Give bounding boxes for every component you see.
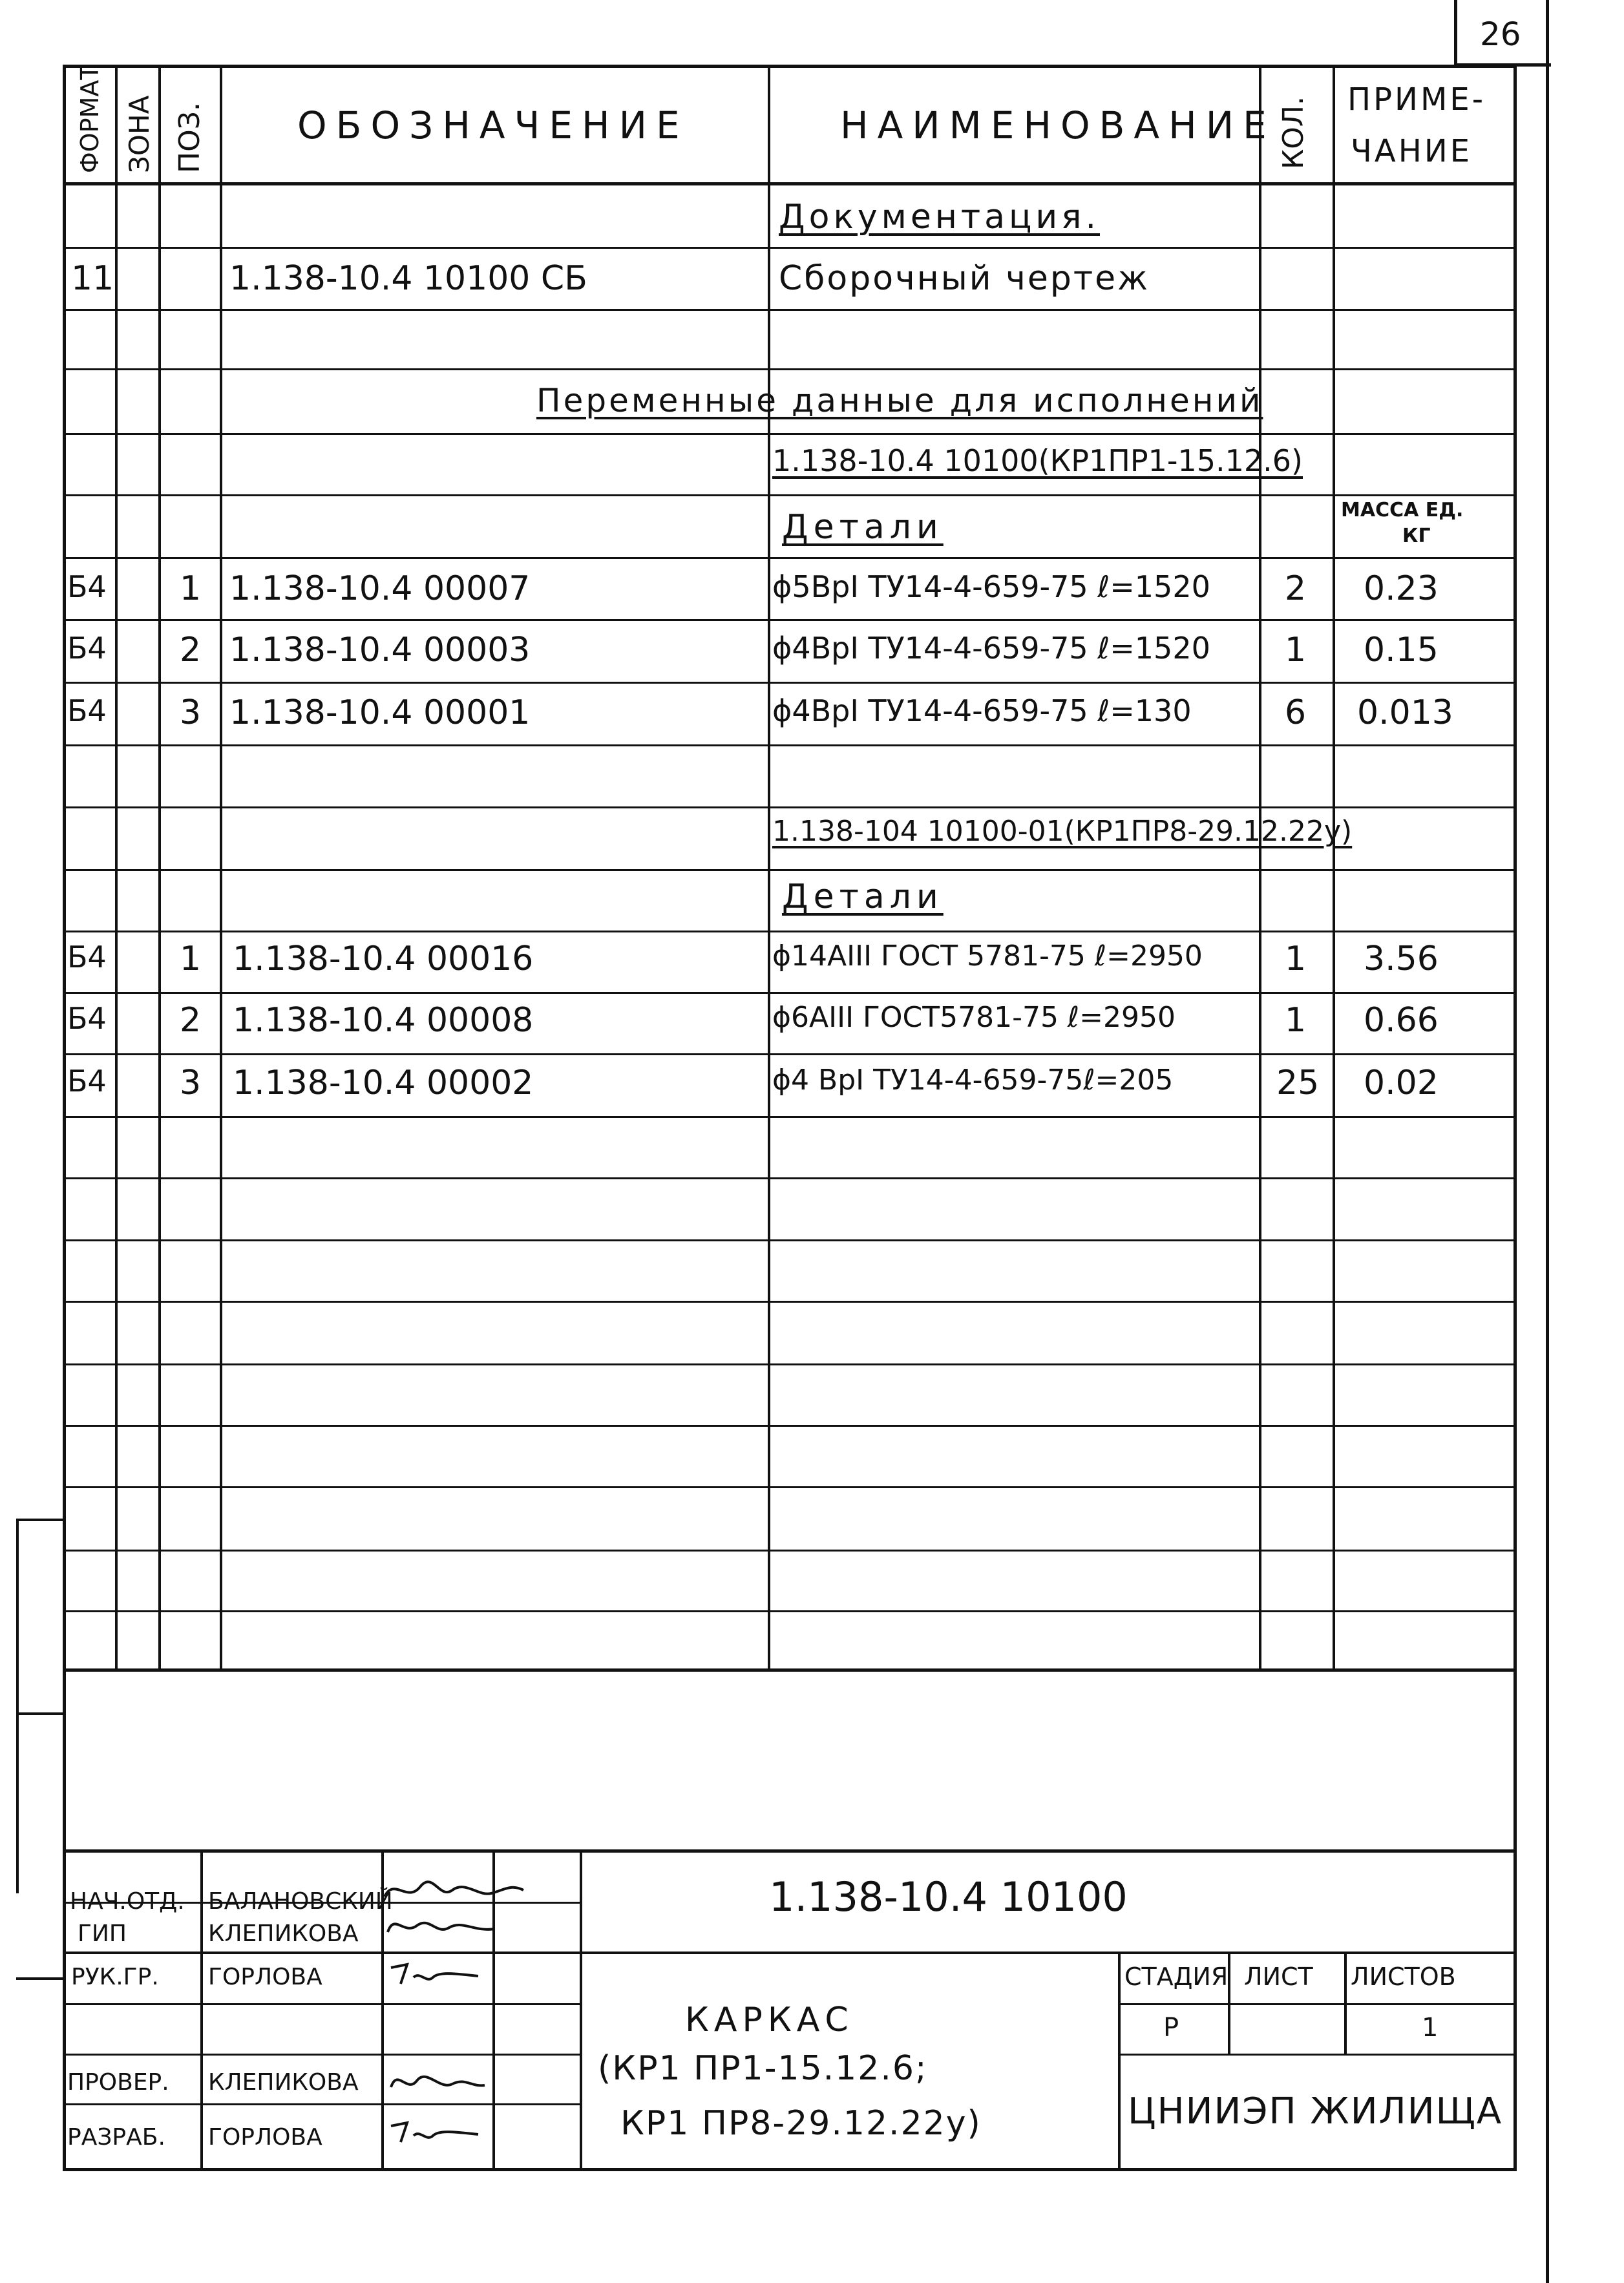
mass-unit-2: КГ [1402,525,1431,547]
row-designation: 1.138-10.4 00016 [233,940,534,978]
page-number: 26 [1480,16,1521,53]
signature-1 [381,1871,530,1910]
product-line-2: (КР1 ПР1-15.12.6; [598,2049,928,2088]
row-qty: 1 [1285,631,1307,669]
row-format: Б4 [67,1001,107,1036]
doc-number: 1.138-10.4 10100 [769,1873,1128,1920]
role-name: КЛЕПИКОВА [208,2069,359,2096]
header-pos: ПОЗ. [173,102,206,173]
header-format: ФОРМАТ [76,65,104,173]
section-variable-data: Переменные данные для исполнений [536,382,1263,419]
role-label: ГИП [78,1920,127,1947]
row-mass: 0.66 [1364,1001,1439,1040]
sheets-value: 1 [1422,2013,1439,2043]
header-qty: КОЛ. [1277,96,1310,169]
section-documentation: Документация. [779,198,1100,237]
row-designation: 1.138-10.4 00007 [229,569,531,608]
row-format: Б4 [67,940,107,974]
sheets-label: ЛИСТОВ [1351,1962,1456,1991]
details-1-heading: Детали [782,508,944,547]
row-pos: 1 [180,940,202,978]
product-line-3: КР1 ПР8-29.12.22у) [620,2104,982,2143]
assembly-name: Сборочный чертеж [779,259,1150,298]
row-format: Б4 [67,1064,107,1099]
row-designation: 1.138-10.4 00008 [233,1001,534,1040]
stage-label: СТАДИЯ [1124,1962,1229,1991]
header-note-1: ПРИМЕ- [1347,81,1486,118]
row-format: Б4 [67,631,107,666]
signature-5 [388,2116,485,2152]
row-mass: 0.02 [1364,1064,1439,1102]
role-name: ГОРЛОВА [208,2124,322,2151]
header-designation: ОБОЗНАЧЕНИЕ [297,103,689,147]
row-format: Б4 [67,569,107,604]
role-label: НАЧ.ОТД. [70,1888,185,1915]
sheet-label: ЛИСТ [1244,1962,1313,1991]
row-name: ϕ4ВрI ТУ14-4-659-75 ℓ=1520 [772,631,1210,666]
row-designation: 1.138-10.4 00002 [233,1064,534,1102]
assembly-designation: 1.138-10.4 10100 СБ [229,259,587,298]
signature-2 [385,1910,501,1942]
row-name: ϕ4 ВрI ТУ14-4-659-75ℓ=205 [772,1064,1174,1097]
row-qty: 25 [1276,1064,1320,1102]
row-pos: 3 [180,1064,202,1102]
role-label: ПРОВЕР. [67,2069,169,2096]
row-qty: 2 [1285,569,1307,608]
row-pos: 2 [180,1001,202,1040]
signature-3 [388,1958,485,1994]
row-mass: 0.23 [1364,569,1439,608]
row-mass: 3.56 [1364,940,1439,978]
variant-1-heading: 1.138-10.4 10100(КР1ПР1-15.12.6) [772,443,1303,478]
assembly-format: 11 [71,259,114,298]
row-designation: 1.138-10.4 00001 [229,693,531,732]
row-pos: 3 [180,693,202,732]
row-format: Б4 [67,693,107,728]
stage-value: Р [1163,2013,1179,2043]
row-name: ϕ4ВрI ТУ14-4-659-75 ℓ=130 [772,693,1192,728]
role-label: РУК.ГР. [71,1964,159,1990]
header-note-2: ЧАНИЕ [1351,133,1473,169]
row-name: ϕ14АIII ГОСТ 5781-75 ℓ=2950 [772,940,1203,973]
header-zone: ЗОНА [123,95,155,173]
row-mass: 0.013 [1357,693,1453,732]
mass-unit-1: МАССА ЕД. [1341,499,1464,521]
row-qty: 1 [1285,1001,1307,1040]
row-name: ϕ5ВрI ТУ14-4-659-75 ℓ=1520 [772,569,1210,604]
role-label: РАЗРАБ. [67,2124,165,2151]
row-qty: 6 [1285,693,1307,732]
row-name: ϕ6АIII ГОСТ5781-75 ℓ=2950 [772,1001,1176,1034]
organization: ЦНИИЭП ЖИЛИЩА [1128,2090,1503,2132]
header-name: НАИМЕНОВАНИЕ [840,103,1276,147]
role-name: БАЛАНОВСКИЙ [208,1888,393,1915]
row-qty: 1 [1285,940,1307,978]
product-line-1: КАРКАС [685,2001,854,2039]
signature-4 [388,2065,491,2100]
row-pos: 2 [180,631,202,669]
variant-2-heading: 1.138-104 10100-01(КР1ПР8-29.12.22у) [772,815,1353,848]
row-mass: 0.15 [1364,631,1439,669]
details-2-heading: Детали [782,878,944,916]
role-name: КЛЕПИКОВА [208,1920,359,1947]
role-name: ГОРЛОВА [208,1964,322,1990]
row-pos: 1 [180,569,202,608]
row-designation: 1.138-10.4 00003 [229,631,531,669]
